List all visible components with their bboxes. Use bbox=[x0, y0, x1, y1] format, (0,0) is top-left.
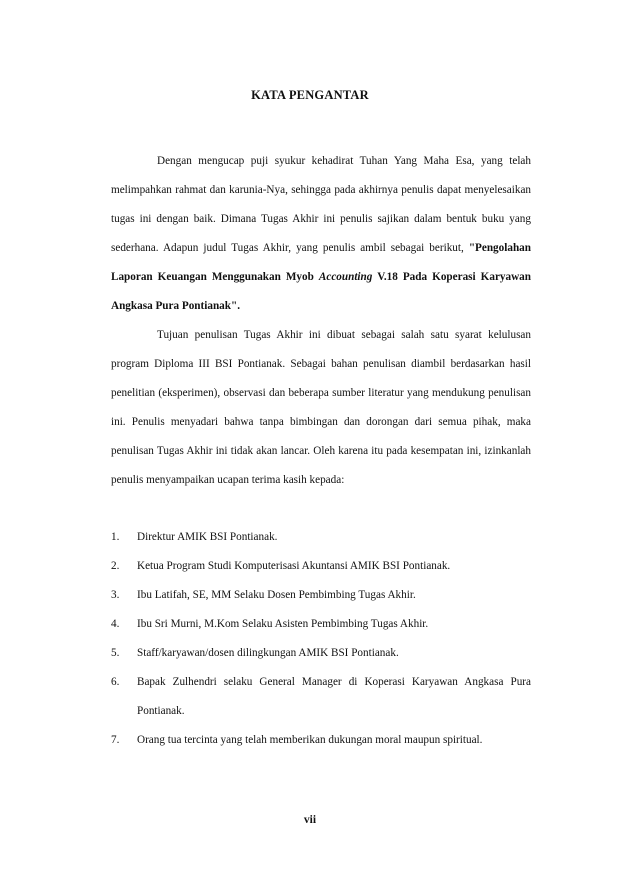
list-item-text: Staff/karyawan/dosen dilingkungan AMIK BSI Pontianak. bbox=[137, 647, 399, 659]
list-item bbox=[111, 668, 531, 726]
page-title: KATA PENGANTAR bbox=[251, 88, 369, 102]
paragraph-intro-text: Dengan mengucap puji syukur kehadirat Tuhan Yang Maha Esa, yang telah melimpahkan rahmat dan karunia-Nya, sehingga pada akhirnya penulis dapat menyelesaikan tugas ini dengan baik. Dimana Tugas Akhir ini penulis sajikan dalam bentuk buku yang sederhana. Adapun judul Tugas Akhir, yang penulis ambil sebagai berikut, bbox=[111, 155, 531, 254]
list-item bbox=[111, 639, 531, 668]
page-number: vii bbox=[303, 814, 317, 826]
thesis-title-italic: Accounting bbox=[318, 271, 373, 283]
list-item bbox=[111, 726, 531, 755]
list-item-text: Ketua Program Studi Komputerisasi Akuntansi AMIK BSI Pontianak. bbox=[137, 560, 451, 572]
paragraph-purpose-text: Tujuan penulisan Tugas Akhir ini dibuat sebagai salah satu syarat kelulusan program Diploma III BSI Pontianak. Sebagai bahan penulisan diambil berdasarkan hasil penelitian (eksperimen), observasi dan beberapa sumber literatur yang mendukung penulisan ini. Penulis menyadari bahwa tanpa bimbingan dan dorongan dari semua pihak, maka penulisan Tugas Akhir ini tidak akan lancar. Oleh karena itu pada kesempatan ini, izinkanlah penulis menyampaikan ucapan terima kasih kepada: bbox=[111, 329, 531, 486]
list-item-number: 5. bbox=[111, 647, 120, 659]
list-item-number: 1. bbox=[111, 531, 120, 543]
paragraph-purpose bbox=[111, 321, 531, 495]
list-item-number: 6. bbox=[111, 676, 120, 688]
list-item-text: Ibu Latifah, SE, MM Selaku Dosen Pembimbing Tugas Akhir. bbox=[137, 589, 416, 601]
list-item-text: Orang tua tercinta yang telah memberikan dukungan moral maupun spiritual. bbox=[137, 734, 483, 746]
list-item-text: Bapak Zulhendri selaku General Manager di Koperasi Karyawan Angkasa Pura Pontianak. bbox=[137, 676, 531, 717]
thesis-title-part-a: "Pengolahan Laporan Keuangan Menggunakan Myob bbox=[111, 242, 531, 283]
list-item-number: 7. bbox=[111, 734, 120, 746]
list-item-text: Direktur AMIK BSI Pontianak. bbox=[137, 531, 278, 543]
list-item-text: Ibu Sri Murni, M.Kom Selaku Asisten Pembimbing Tugas Akhir. bbox=[137, 618, 429, 630]
list-item bbox=[111, 610, 531, 639]
thesis-title-part-b: V.18 Pada Koperasi Karyawan Angkasa Pura Pontianak". bbox=[111, 271, 532, 312]
list-item bbox=[111, 581, 531, 610]
list-item bbox=[111, 523, 531, 552]
list-item bbox=[111, 552, 531, 581]
acknowledgement-list bbox=[111, 523, 531, 755]
paragraph-intro bbox=[111, 147, 531, 321]
list-item-number: 4. bbox=[111, 618, 120, 630]
list-item-number: 2. bbox=[111, 560, 120, 572]
list-item-number: 3. bbox=[111, 589, 120, 601]
